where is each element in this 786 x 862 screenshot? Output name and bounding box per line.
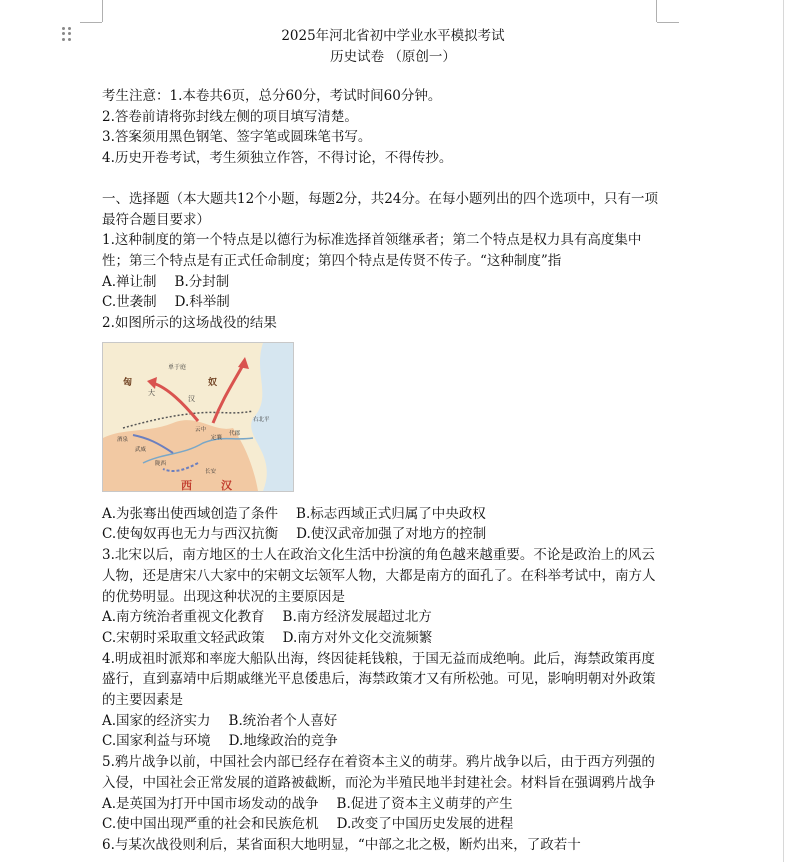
map-label-changan: 长安 [205, 468, 217, 475]
notice-line: 3.答案须用黑色钢笔、签字笔或圆珠笔书写。 [102, 129, 372, 146]
battle-map-image [102, 342, 294, 492]
map-label-daijun: 代郡 [229, 430, 241, 437]
map-label-damo-1: 大 [148, 388, 155, 397]
section-heading: 一、选择题（本大题共12个小题，每题2分，共24分。在每小题列出的四个选项中，只有一项最符合题目要求） [102, 190, 658, 228]
q4-option-c: C.国家利益与环境 [102, 733, 211, 750]
map-label-damo-2: 汉 [188, 394, 195, 403]
crop-mark-top-left-v [102, 0, 103, 22]
question-4-stem: 4.明成祖时派郑和率庞大船队出海，终因徒耗钱粮，于国无益而成绝响。此后，海禁政策再度盛行，直到嘉靖中后期戚继光平息倭患后，海禁政策才又有所松弛。可见，影响明朝对外政策的主要因素是 [102, 650, 656, 709]
document-body [102, 86, 658, 856]
map-label-xiongnu-1: 匈 [123, 377, 133, 388]
map-label-xiongnu-2: 奴 [208, 377, 218, 388]
q5-option-b: B.促进了资本主义萌芽的产生 [336, 795, 513, 812]
notice-line: 2.答卷前请将弥封线左侧的项目填写清楚。 [102, 108, 358, 125]
map-label-dingxiang: 定襄 [211, 434, 223, 441]
map-label-chanyuting: 单于庭 [168, 363, 187, 371]
map-label-wuwei: 武威 [135, 446, 147, 453]
notice-line: 考生注意：1.本卷共6页，总分60分，考试时间60分钟。 [102, 88, 442, 104]
question-1-stem: 1.这种制度的第一个特点是以德行为标准选择首领继承者；第二个特点是权力具有高度集中性；第三个特点是有正式任命制度；第四个特点是传贤不传子。“这种制度”指 [102, 232, 642, 269]
q3-option-c: C.宋朝时采取重文轻武政策 [102, 629, 265, 646]
q3-option-d: D.南方对外文化交流频繁 [282, 629, 433, 646]
document-subtitle: 历史试卷 （原创一） [330, 49, 456, 65]
q5-option-c: C.使中国出现严重的社会和民族危机 [102, 816, 319, 833]
map-label-han: 汉 [221, 478, 232, 492]
map-label-xi: 西 [181, 478, 192, 492]
crop-mark-top-right-v [656, 0, 657, 22]
q2-option-d: D.使汉武帝加强了对地方的控制 [296, 526, 487, 543]
question-2-stem: 2.如图所示的这场战役的结果 [102, 315, 277, 332]
q4-option-a: A.国家的经济实力 [102, 712, 211, 729]
q1-option-a: A.禅让制 [102, 273, 157, 290]
document-title: 2025年河北省初中学业水平模拟考试 [281, 28, 505, 44]
q1-option-b: B.分封制 [174, 273, 230, 290]
crop-mark-top-left-h [80, 22, 102, 23]
q5-option-a: A.是英国为打开中国市场发动的战争 [102, 795, 319, 812]
q5-option-d: D.改变了中国历史发展的进程 [336, 816, 514, 833]
map-label-jiuquan: 酒泉 [117, 436, 129, 443]
question-3-stem: 3.北宋以后，南方地区的士人在政治文化生活中扮演的角色越来越重要。不论是政治上的风云人物，还是唐宋八大家中的宋朝文坛领军人物，大都是南方的面孔了。在科举考试中，南方人的优势明显。出现这种状况的主要原因是 [102, 547, 656, 605]
q1-option-d: D.科举制 [174, 294, 230, 311]
question-5-stem: 5.鸦片战争以前，中国社会内部已经存在着资本主义的萌芽。鸦片战争以后，由于西方列强的入侵，中国社会正常发展的道路被截断，而沦为半殖民地半封建社会。材料旨在强调鸦片战争 [102, 754, 656, 791]
question-6-stem: 6.与某次战役则利后，某省面积大地明显，“中部之北之极，断灼出来，了政若十 [102, 836, 581, 853]
map-label-yunzhong: 云中 [195, 426, 207, 433]
page-right-edge [783, 0, 784, 862]
map-label-longxi: 陇西 [155, 460, 167, 467]
q1-option-c: C.世袭制 [102, 294, 157, 311]
q3-option-b: B.南方经济发展超过北方 [282, 609, 432, 626]
crop-mark-top-right-h [657, 22, 679, 23]
q2-option-a: A.为张骞出使西域创造了条件 [102, 505, 279, 522]
q2-option-b: B.标志西域正式归属了中央政权 [296, 505, 486, 522]
q4-option-b: B.统治者个人喜好 [228, 712, 338, 729]
q4-option-d: D.地缘政治的竞争 [228, 733, 338, 750]
notice-line: 4.历史开卷考试，考生须独立作答，不得讨论，不得传抄。 [102, 150, 453, 167]
q3-option-a: A.南方统治者重视文化教育 [102, 609, 265, 626]
q2-option-c: C.使匈奴再也无力与西汉抗衡 [102, 526, 279, 543]
map-label-youbeiping: 右北平 [253, 416, 270, 423]
